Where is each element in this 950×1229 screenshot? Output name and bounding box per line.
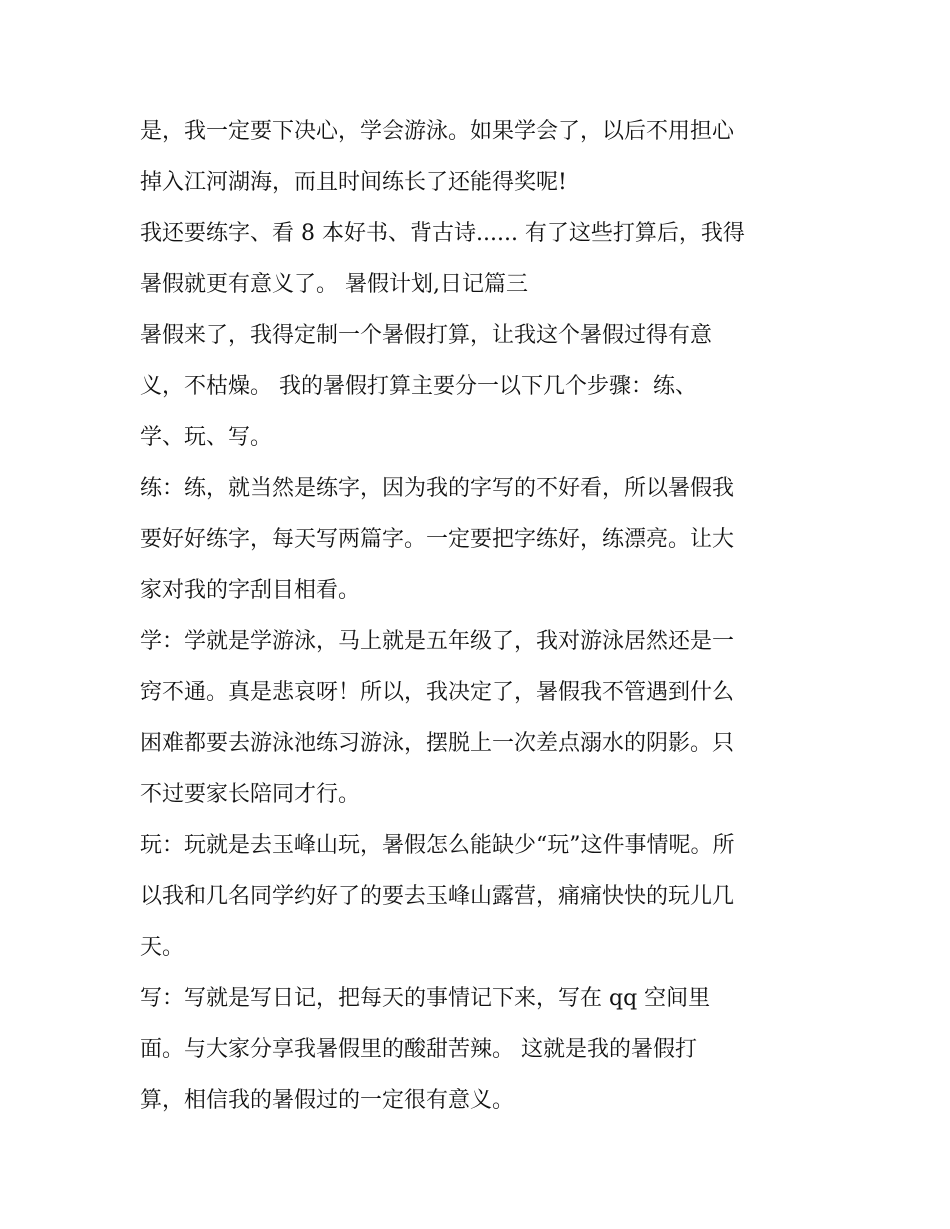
text-line: 要好好练字，每天写两篇字。一定要把字练好，练漂亮。让大 bbox=[140, 527, 735, 552]
text-line: 学：学就是学游泳，马上就是五年级了，我对游泳居然还是一 bbox=[140, 629, 735, 654]
text-line: 窍不通。真是悲哀呀！所以，我决定了，暑假我不管遇到什么 bbox=[140, 680, 735, 705]
text-line: 暑假来了，我得定制一个暑假打算，让我这个暑假过得有意 bbox=[140, 323, 713, 348]
text-line: 玩：玩就是去玉峰山玩，暑假怎么能缺少“玩”这件事情呢。所 bbox=[140, 833, 735, 858]
text-line: 天。 bbox=[140, 935, 185, 960]
text-line: 以我和几名同学约好了的要去玉峰山露营，痛痛快快的玩儿几 bbox=[140, 884, 735, 909]
text-line: 掉入江河湖海，而且时间练长了还能得奖呢! bbox=[140, 170, 567, 195]
text-line: 暑假就更有意义了。 暑假计划,日记篇三 bbox=[140, 272, 528, 297]
text-line: 困难都要去游泳池练习游泳，摆脱上一次差点溺水的阴影。只 bbox=[140, 731, 735, 756]
text-line: 算，相信我的暑假过的一定很有意义。 bbox=[140, 1088, 515, 1113]
text-line: 我还要练字、看 8 本好书、背古诗...... 有了这些打算后，我得 bbox=[140, 221, 745, 246]
text-line: 写：写就是写日记，把每天的事情记下来，写在 qq 空间里 bbox=[140, 986, 711, 1011]
text-line: 义，不枯燥。 我的暑假打算主要分一以下几个步骤：练、 bbox=[140, 374, 697, 399]
document-body bbox=[140, 106, 830, 1126]
text-line: 面。与大家分享我暑假里的酸甜苦辣。 这就是我的暑假打 bbox=[140, 1037, 697, 1062]
text-line: 练：练，就当然是练字，因为我的字写的不好看，所以暑假我 bbox=[140, 476, 735, 501]
text-line: 不过要家长陪同才行。 bbox=[140, 782, 361, 807]
text-line: 学、玩、写。 bbox=[140, 425, 273, 450]
text-line: 家对我的字刮目相看。 bbox=[140, 578, 361, 603]
text-line: 是，我一定要下决心，学会游泳。如果学会了，以后不用担心 bbox=[140, 119, 735, 144]
